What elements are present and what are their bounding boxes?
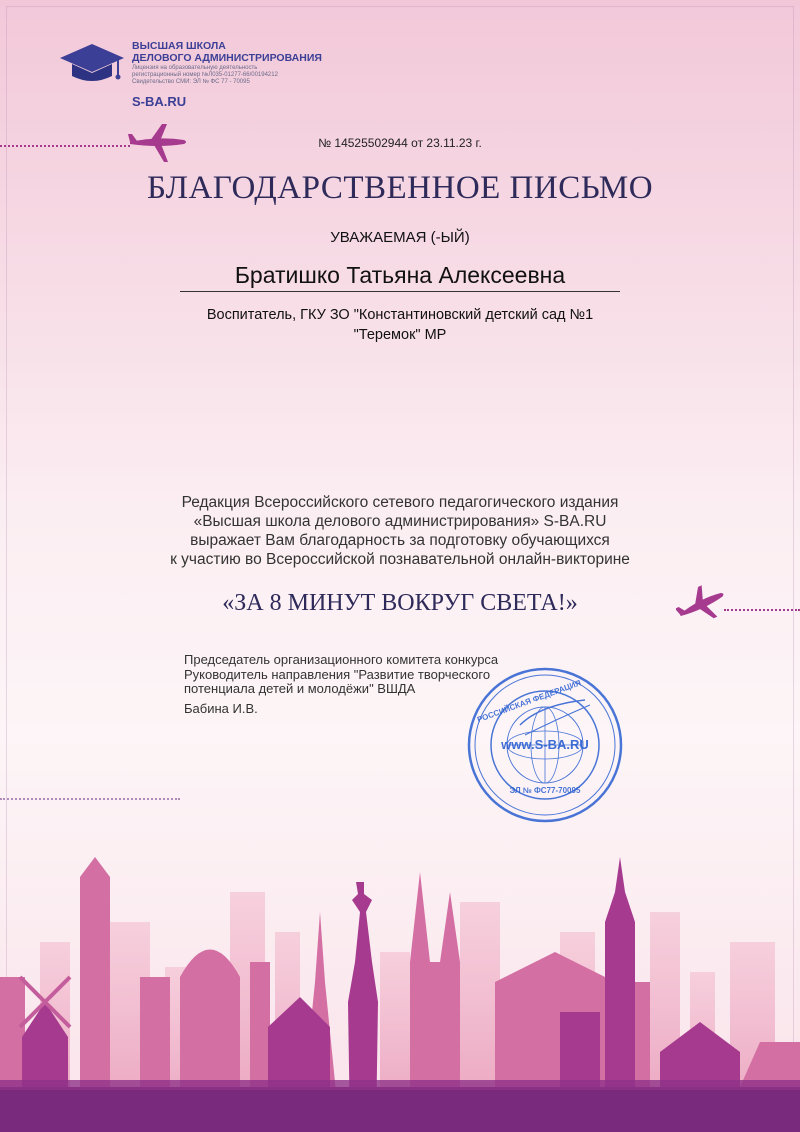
- body-line1: Редакция Всероссийского сетевого педагогического издания: [181, 494, 619, 511]
- position-line2: "Теремок" МР: [353, 327, 447, 343]
- logo-license: [132, 65, 332, 86]
- certificate-title: БЛАГОДАРСТВЕННОЕ ПИСЬМО: [146, 170, 654, 206]
- license-line3: Свидетельство СМИ: ЭЛ № ФС 77 - 70095: [132, 79, 250, 85]
- signature-name: Бабина И.В.: [184, 700, 258, 716]
- quiz-title: «ЗА 8 МИНУТ ВОКРУГ СВЕТА!»: [222, 590, 578, 616]
- signature-line2: Руководитель направления "Развитие творческого: [184, 666, 491, 682]
- certificate-number: № 14525502944 от 23.11.23 г.: [318, 136, 482, 150]
- recipient-name: Братишко Татьяна Алексеевна: [180, 262, 620, 292]
- body-line4: к участию во Всероссийской познавательной онлайн-викторине: [170, 551, 630, 568]
- logo-title-line2: ДЕЛОВОГО АДМИНИСТРИРОВАНИЯ: [132, 52, 322, 64]
- logo-site: S-BA.RU: [132, 94, 187, 109]
- position-line1: Воспитатель, ГКУ ЗО "Константиновский детский сад №1: [206, 307, 594, 323]
- signature-line3: потенциала детей и молодёжи" ВШДА: [184, 681, 416, 696]
- graduation-cap-icon: [58, 42, 126, 88]
- license-line2: регистрационный номер №Л035-01277-66/00194212: [132, 72, 278, 78]
- city-skyline-illustration: [0, 802, 800, 1132]
- logo-title-line1: ВЫСШАЯ ШКОЛА: [132, 40, 226, 52]
- flight-path-right: [724, 609, 800, 611]
- logo-title: [132, 40, 332, 64]
- signature-line1: Председатель организационного комитета конкурса: [184, 652, 499, 667]
- body-text: [0, 493, 800, 569]
- stamp-number-text: ЭЛ № ФС77-70095: [509, 786, 581, 795]
- body-line2: «Высшая школа делового администрирования» S-BA.RU: [193, 513, 607, 530]
- stamp-center-text: www.S-BA.RU: [501, 737, 589, 752]
- airplane-icon-right: [676, 584, 728, 626]
- body-line3: выражает Вам благодарность за подготовку обучающихся: [190, 532, 610, 549]
- greeting: УВАЖАЕМАЯ (-ЫЙ): [330, 229, 470, 246]
- school-logo: [58, 40, 322, 115]
- stamp-ring-text: РОССИЙСКАЯ ФЕДЕРАЦИЯ: [475, 678, 583, 725]
- recipient-position: [0, 305, 800, 345]
- license-line1: Лицензия на образовательную деятельность: [132, 65, 258, 71]
- flight-path-bottom: [0, 798, 180, 800]
- official-stamp: [465, 665, 625, 825]
